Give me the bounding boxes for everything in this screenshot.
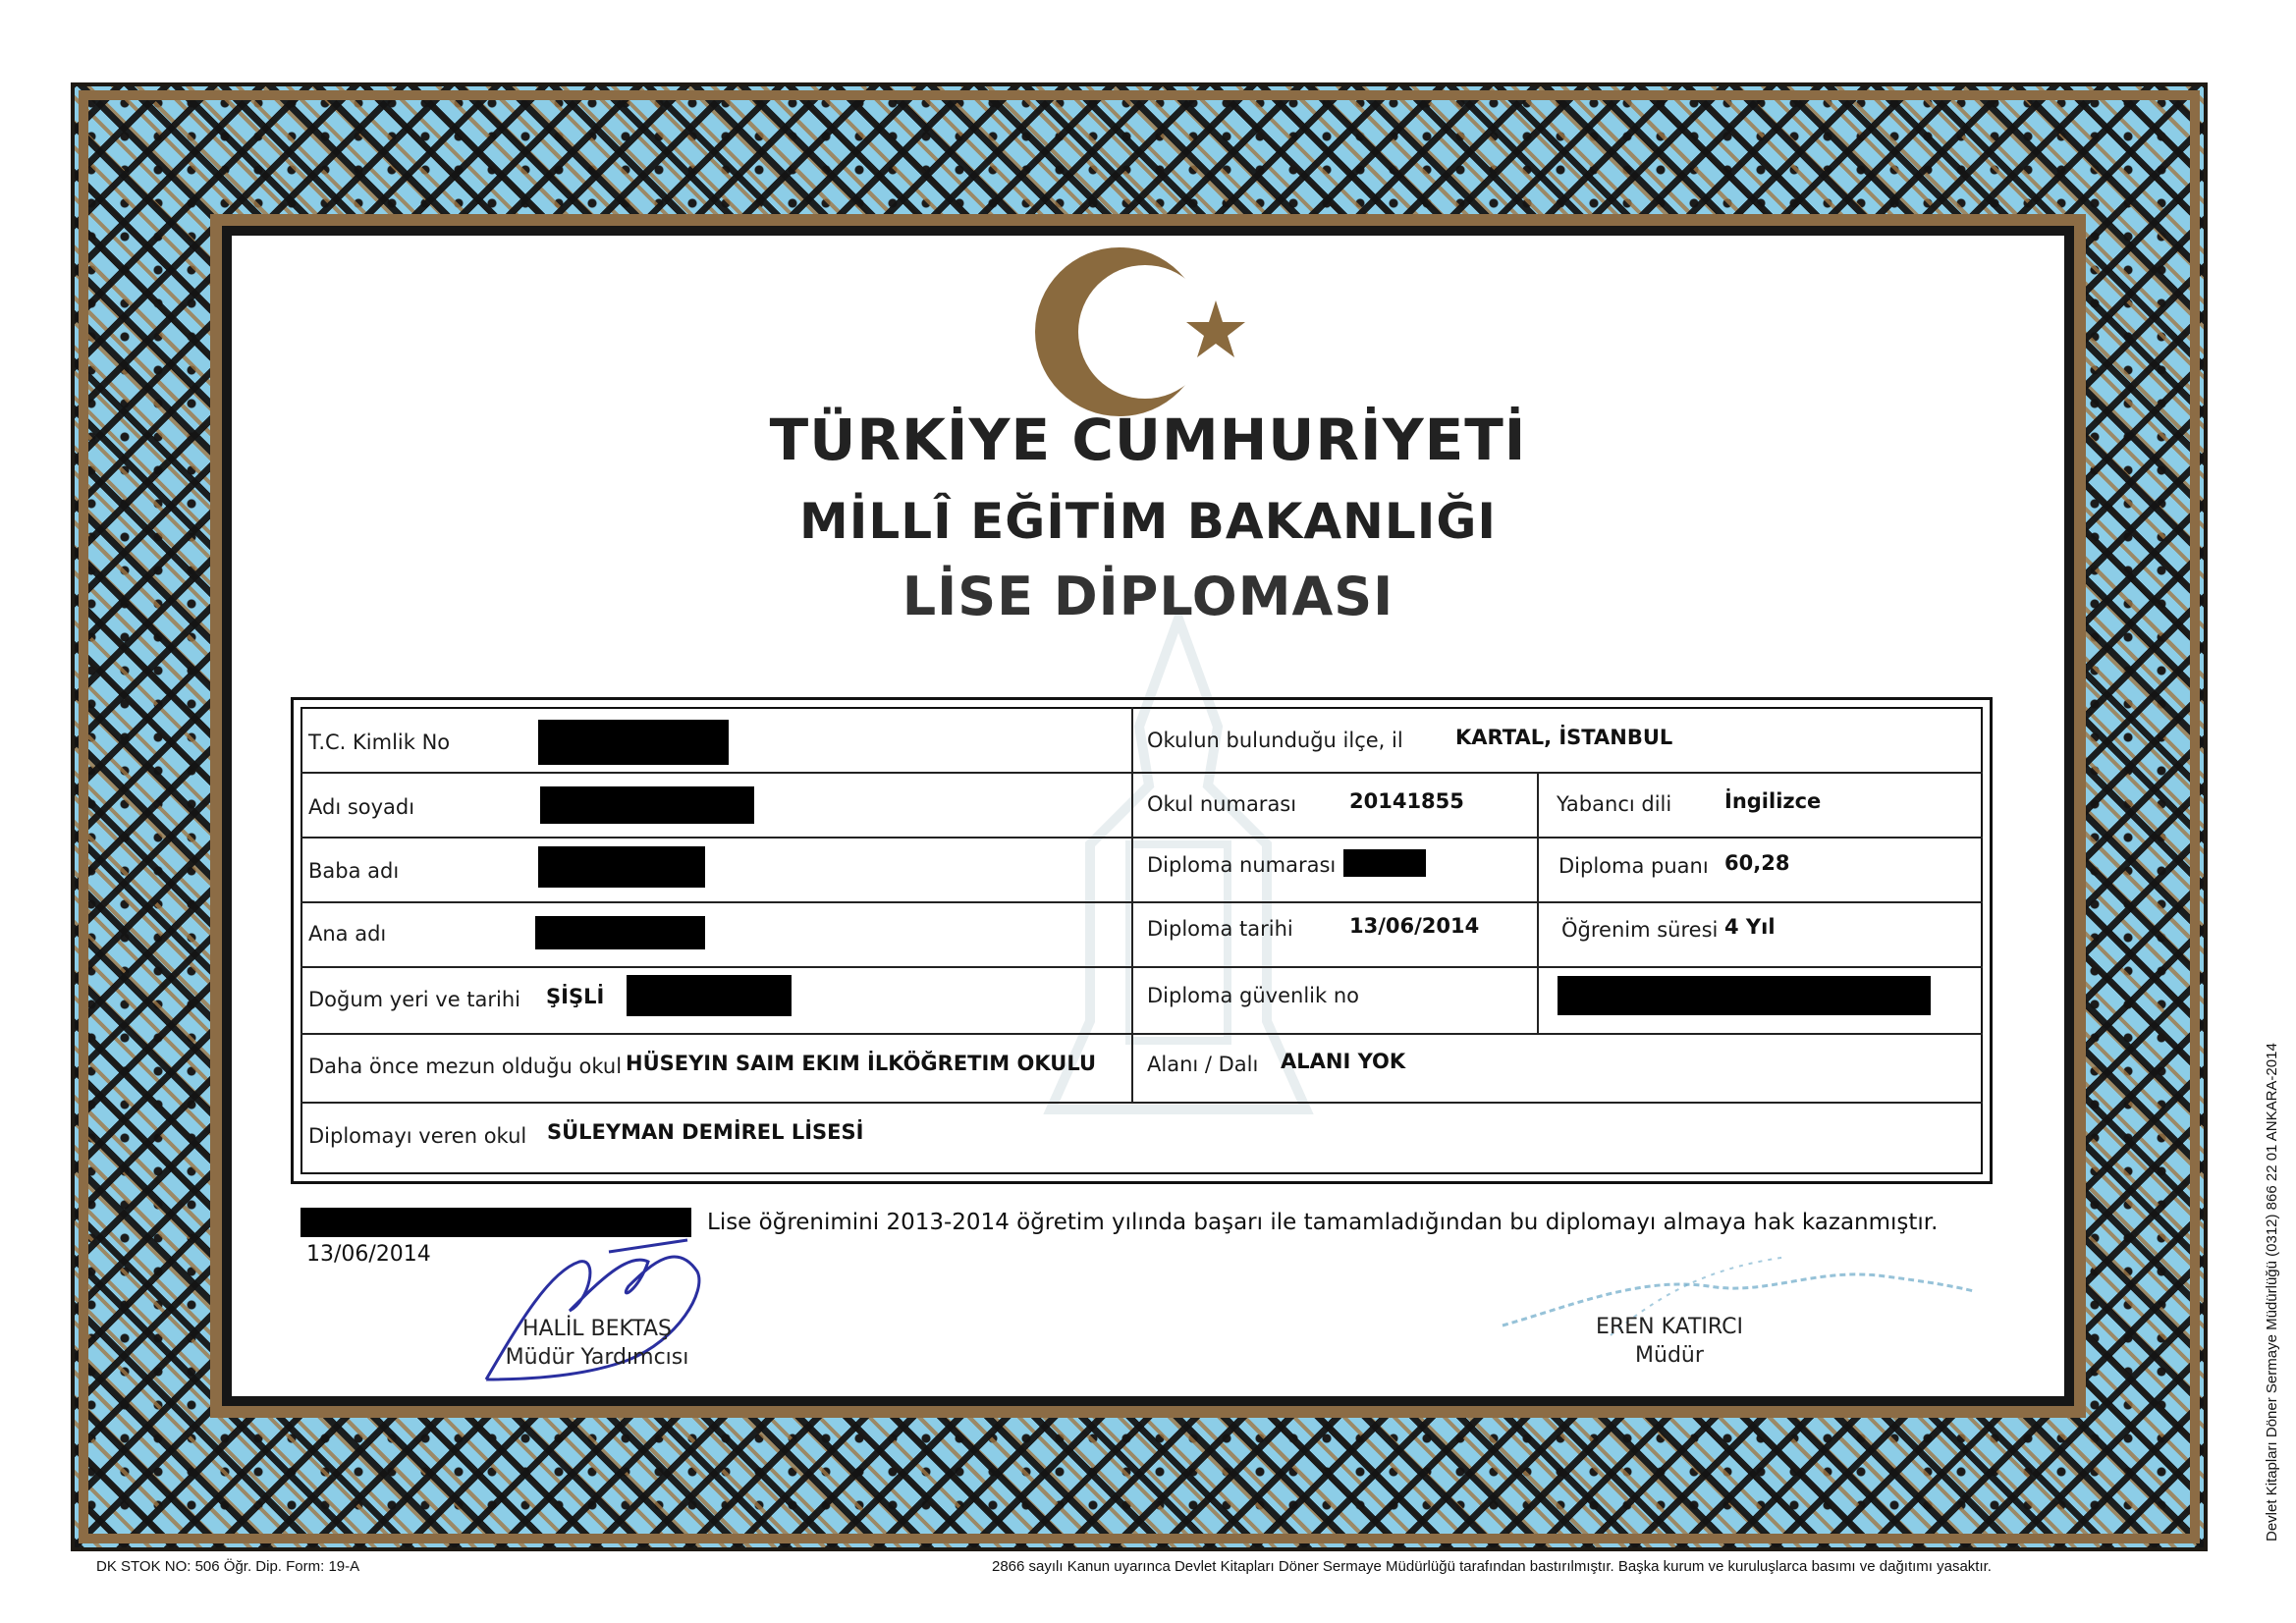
birth-label: Doğum yeri ve tarihi — [308, 988, 521, 1011]
field-label: Alanı / Dalı — [1147, 1053, 1259, 1076]
diploma-title: LİSE DİPLOMASI — [902, 566, 1394, 627]
security-label: Diploma güvenlik no — [1147, 984, 1359, 1007]
table-column-divider — [1131, 707, 1133, 1102]
field-value: ALANI YOK — [1281, 1050, 1406, 1073]
district-value: KARTAL, İSTANBUL — [1455, 726, 1673, 749]
redaction-box — [538, 846, 705, 888]
redaction-box — [1558, 976, 1931, 1015]
lang-value: İngilizce — [1724, 789, 1822, 813]
score-label: Diploma puanı — [1558, 854, 1709, 878]
side-printer-info: Devlet Kitapları Döner Sermaye Müdürlüğü (0312) 866 22 01 ANKARA-2014 — [2264, 1043, 2280, 1542]
ministry-title: MİLLÎ EĞİTİM BAKANLIĞI — [799, 493, 1497, 550]
table-column-divider — [1537, 772, 1539, 1033]
diploma-date-label: Diploma tarihi — [1147, 917, 1293, 941]
signatory-right-name: EREN KATIRCI — [1596, 1315, 1743, 1339]
diploma-date-value: 13/06/2014 — [1349, 914, 1480, 938]
table-row-divider — [301, 1102, 1131, 1104]
district-label: Okulun bulunduğu ilçe, il — [1147, 729, 1403, 752]
school-no-label: Okul numarası — [1147, 792, 1297, 816]
prev-school-label: Daha önce mezun olduğu okul — [308, 1055, 623, 1078]
redaction-box — [540, 786, 754, 824]
redaction-box — [627, 975, 792, 1016]
school-no-value: 20141855 — [1349, 789, 1464, 813]
completion-statement: Lise öğrenimini 2013-2014 öğretim yılında başarı ile tamamladığından bu diplomayı almaya hak kazanmıştır. — [707, 1210, 1939, 1235]
tc-label: T.C. Kimlik No — [308, 730, 451, 754]
signatory-left-title: Müdür Yardımcısı — [505, 1345, 689, 1370]
diploma-no-label: Diploma numarası — [1147, 853, 1337, 877]
redaction-box — [1343, 849, 1426, 877]
table-row-divider — [301, 966, 1983, 968]
signatory-left-name: HALİL BEKTAŞ — [521, 1317, 673, 1341]
birth-place-value: ŞİŞLİ — [546, 985, 605, 1008]
signatory-right-title: Müdür — [1635, 1343, 1704, 1368]
mother-label: Ana adı — [308, 922, 387, 946]
father-label: Baba adı — [308, 859, 400, 883]
crescent-star-icon — [1031, 243, 1257, 420]
duration-value: 4 Yıl — [1724, 915, 1776, 939]
prev-school-value: HÜSEYIN SAIM EKIM İLKÖĞRETIM OKULU — [626, 1052, 1097, 1075]
issuer-value: SÜLEYMAN DEMİREL LİSESİ — [547, 1120, 864, 1144]
footer-stock-number: DK STOK NO: 506 Öğr. Dip. Form: 19-A — [96, 1558, 360, 1575]
table-row-divider — [301, 901, 1983, 903]
duration-label: Öğrenim süresi — [1561, 918, 1719, 942]
name-label: Adı soyadı — [308, 795, 415, 819]
issuer-label: Diplomayı veren okul — [308, 1124, 527, 1148]
table-row-divider — [301, 1033, 1983, 1035]
table-row-divider — [301, 772, 1983, 774]
redaction-box — [538, 720, 729, 765]
footer-legal-notice: 2866 sayılı Kanun uyarınca Devlet Kitapları Döner Sermaye Müdürlüğü tarafından bastırılmıştır. Başka kurum ve kuruluşlarca basımı ve dağıtımı yasaktır. — [992, 1558, 1992, 1575]
table-row-divider — [1131, 1102, 1983, 1104]
lang-label: Yabancı dili — [1557, 792, 1672, 816]
country-title: TÜRKİYE CUMHURİYETİ — [769, 406, 1527, 473]
table-row-divider — [301, 837, 1983, 839]
score-value: 60,28 — [1724, 851, 1790, 875]
issue-date: 13/06/2014 — [306, 1242, 431, 1267]
redaction-box — [535, 916, 705, 949]
